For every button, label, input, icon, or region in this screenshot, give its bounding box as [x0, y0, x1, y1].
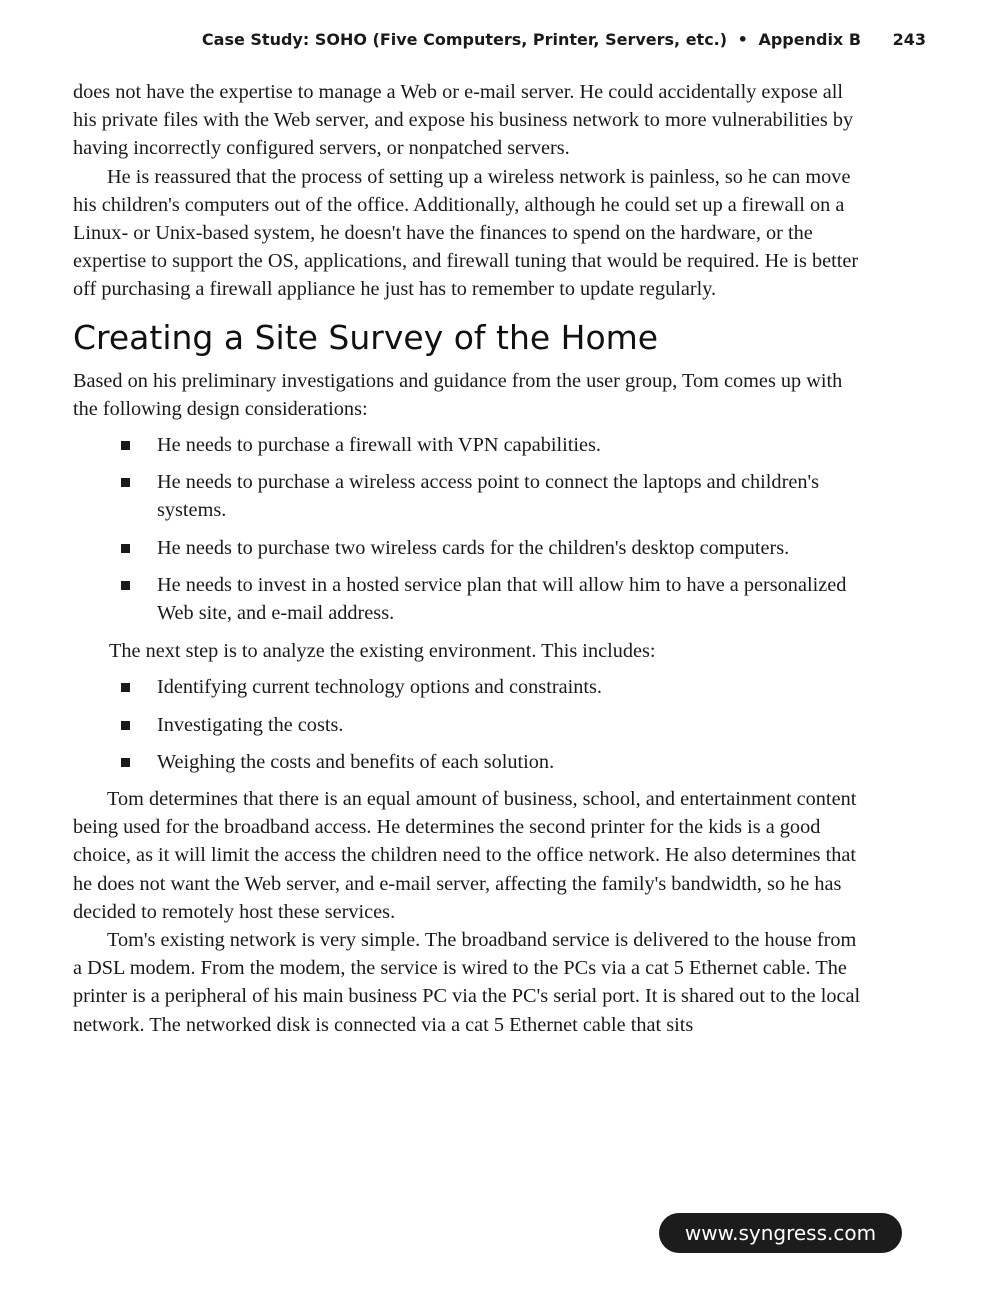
list-item: [121, 534, 863, 562]
page-body: [73, 78, 863, 1039]
square-bullet-icon: [121, 683, 130, 692]
square-bullet-icon: [121, 441, 130, 450]
square-bullet-icon: [121, 758, 130, 767]
square-bullet-icon: [121, 721, 130, 730]
list-item: [121, 673, 863, 701]
list-item: [121, 468, 863, 524]
paragraph: Tom's existing network is very simple. The broadband service is delivered to the house from a DSL modem. From the modem, the service is wired to the PCs via a cat 5 Ethernet cable. The printer is a peripheral of his main business PC via the PC's serial port. It is shared out to the local network. The networked disk is connected via a cat 5 Ethernet cable that sits: [73, 929, 861, 1036]
analysis-steps-list: [121, 673, 863, 776]
list-item-text: He needs to purchase a firewall with VPN capabilities.: [157, 434, 601, 457]
paragraph: does not have the expertise to manage a Web or e-mail server. He could accidentally expose all his private files with the Web server, and expose his business network to more vulnerabilities by having incorrectly configured servers, or nonpatched servers.: [73, 81, 854, 160]
list-item-text: Weighing the costs and benefits of each solution.: [157, 750, 555, 773]
list-item-text: He needs to invest in a hosted service plan that will allow him to have a personalized Web site, and e-mail address.: [157, 573, 847, 625]
list-item-text: He needs to purchase two wireless cards for the children's desktop computers.: [157, 536, 790, 559]
running-head-title: Case Study: SOHO (Five Computers, Printer, Servers, etc.): [201, 30, 728, 49]
list-item: [121, 711, 863, 739]
list-item-text: Identifying current technology options and constraints.: [157, 676, 602, 699]
list-item-text: Investigating the costs.: [157, 713, 344, 736]
square-bullet-icon: [121, 581, 130, 590]
paragraph-intro: Based on his preliminary investigations and guidance from the user group, Tom comes up with the following design considerations:: [73, 369, 843, 420]
paragraph-next-step: The next step is to analyze the existing environment. This includes:: [109, 640, 656, 663]
paragraph: He is reassured that the process of setting up a wireless network is painless, so he can move his children's computers out of the office. Additionally, although he could set up a firewall on a Linux- or Unix-based system, he doesn't have the finances to spend on the hardware, or the expertise to support the OS, applications, and firewall tuning that would be required. He is better off purchasing a firewall appliance he just has to remember to update regularly.: [73, 165, 859, 301]
list-item: [121, 431, 863, 459]
paragraph: Tom determines that there is an equal amount of business, school, and entertainment content being used for the broadband access. He determines the second printer for the kids is a good choice, as it will limit the access the children need to the office network. He also determines that he does not want the Web server, and e-mail server, affecting the family's bandwidth, so he has decided to remotely host these services.: [73, 788, 857, 923]
running-head-section: Appendix B: [758, 30, 862, 49]
list-item-text: He needs to purchase a wireless access point to connect the laptops and children's systems.: [157, 471, 820, 522]
running-head-separator: •: [737, 30, 748, 49]
list-item: [121, 571, 863, 627]
running-head: [0, 30, 926, 49]
square-bullet-icon: [121, 478, 130, 487]
website-badge: www.syngress.com: [659, 1213, 902, 1253]
design-considerations-list: [121, 431, 863, 627]
square-bullet-icon: [121, 544, 130, 553]
section-heading: Creating a Site Survey of the Home: [73, 317, 659, 357]
list-item: [121, 748, 863, 776]
page-number: 243: [892, 30, 926, 49]
